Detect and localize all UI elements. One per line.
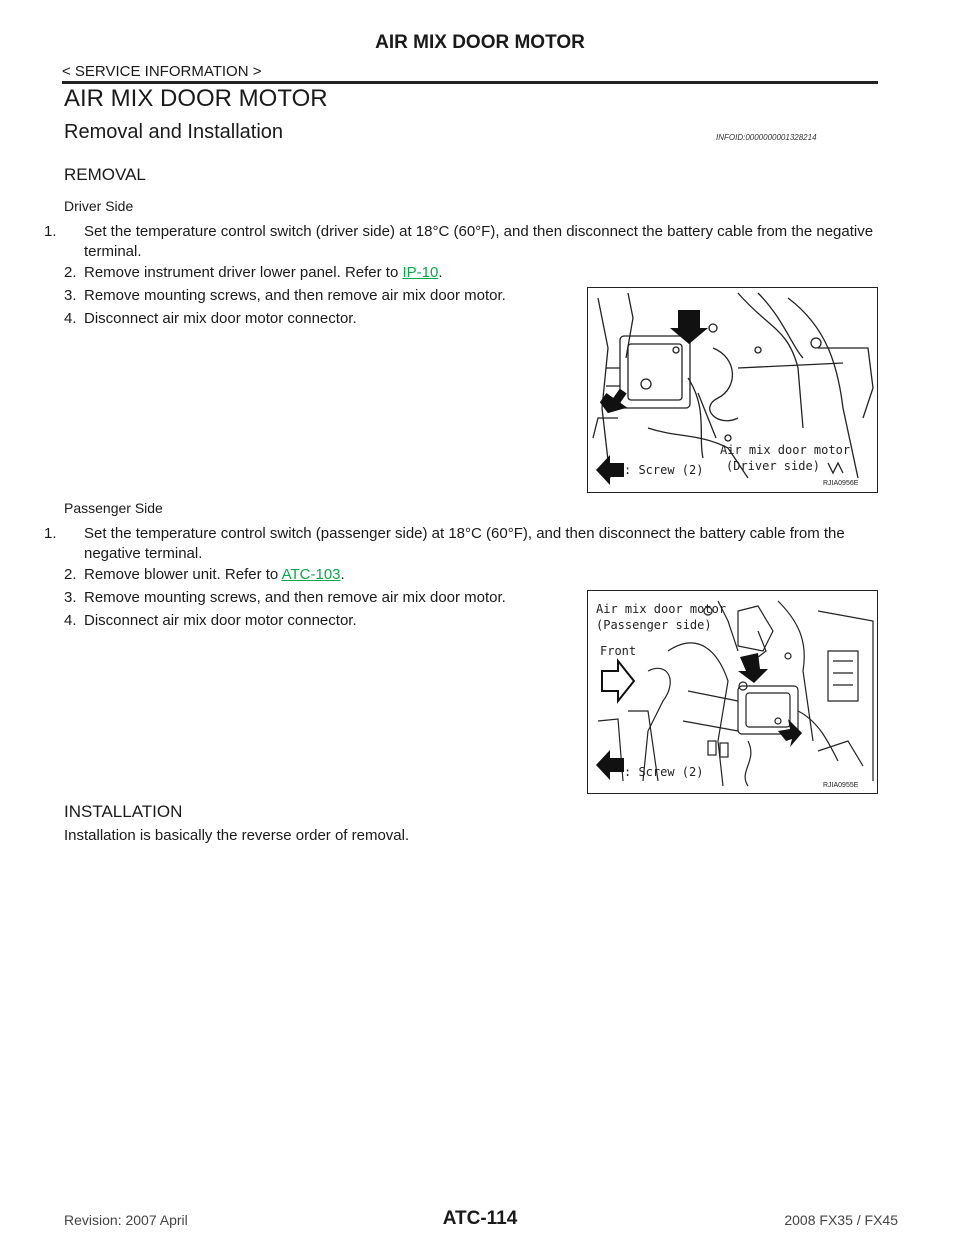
- section-tag: < SERVICE INFORMATION >: [62, 63, 262, 80]
- header-rule: [62, 81, 878, 84]
- section-subtitle: Removal and Installation: [64, 121, 284, 143]
- driver-side-figure: [587, 287, 878, 493]
- driver-figure-code: RJIA0956E: [823, 480, 859, 487]
- passenger-label-2: (Passenger side): [596, 618, 712, 632]
- driver-label-2: (Driver side): [726, 459, 820, 473]
- passenger-label-1: Air mix door motor: [596, 602, 727, 616]
- link-atc-103[interactable]: ATC-103: [281, 566, 341, 583]
- driver-label-1: Air mix door motor: [720, 443, 851, 457]
- passenger-step-1: 1. Set the temperature control switch (passenger side) at 18°C (60°F), and then disconnect the battery cable from the negative terminal.: [44, 525, 845, 562]
- passenger-step-3: 3. Remove mounting screws, and then remove air mix door motor.: [64, 589, 506, 606]
- page-number: ATC-114: [442, 1208, 518, 1229]
- passenger-side-figure: [587, 590, 878, 794]
- driver-step-3: 3. Remove mounting screws, and then remove air mix door motor.: [64, 287, 506, 304]
- running-title: AIR MIX DOOR MOTOR: [375, 32, 585, 53]
- driver-step-4: 4. Disconnect air mix door motor connector.: [64, 310, 357, 327]
- driver-step-2: 2. Remove instrument driver lower panel. Refer to IP-10.: [64, 264, 443, 281]
- driver-step-1: 1. Set the temperature control switch (driver side) at 18°C (60°F), and then disconnect the battery cable from the negative terminal.: [44, 223, 874, 260]
- info-id: INFOID:0000000001328214: [716, 133, 817, 142]
- footer-revision: Revision: 2007 April: [64, 1212, 188, 1228]
- passenger-front-label: Front: [600, 644, 637, 658]
- driver-side-heading: Driver Side: [64, 198, 134, 214]
- footer-model: 2008 FX35 / FX45: [784, 1212, 898, 1228]
- driver-side-illustration: [588, 288, 877, 492]
- driver-legend: : Screw (2): [624, 463, 704, 477]
- passenger-side-heading: Passenger Side: [64, 500, 163, 516]
- passenger-step-2: 2. Remove blower unit. Refer to ATC-103.: [64, 566, 345, 583]
- page-title: AIR MIX DOOR MOTOR: [64, 85, 328, 112]
- passenger-step-4: 4. Disconnect air mix door motor connector.: [64, 612, 357, 629]
- passenger-legend: : Screw (2): [624, 765, 704, 779]
- link-ip-10[interactable]: IP-10: [402, 264, 439, 281]
- installation-text: Installation is basically the reverse order of removal.: [64, 827, 410, 844]
- passenger-side-illustration: [588, 591, 877, 793]
- passenger-figure-code: RJIA0955E: [823, 782, 859, 789]
- installation-heading: INSTALLATION: [64, 802, 183, 821]
- removal-heading: REMOVAL: [64, 165, 146, 184]
